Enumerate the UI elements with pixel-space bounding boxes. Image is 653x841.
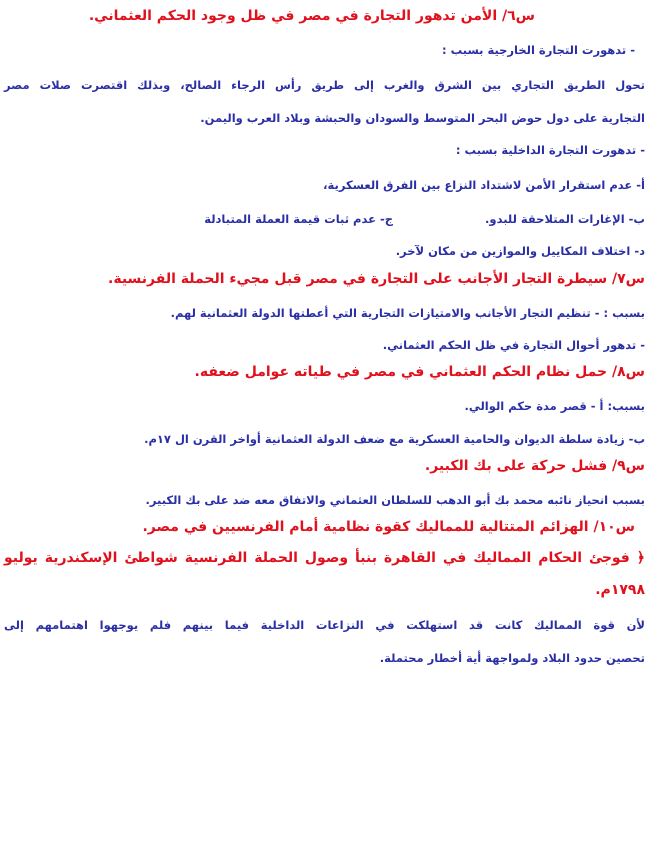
q6-external-trade-body-line-1: تحول الطريق التجاري بين الشرق والغرب إلى طريق رأس الرجاء الصالح، وبذلك اقتصرت صلات مصر	[4, 78, 645, 92]
q6-external-trade-body-line-2: التجارية على دول حوض البحر المتوسط والسودان والحبشة وبلاد العرب واليمن.	[200, 111, 645, 125]
question-8-title: س٨/ حمل نظام الحكم العثماني في مصر في طياته عوامل ضعفه.	[194, 364, 645, 380]
spacer	[393, 212, 485, 226]
question-7-title: س٧/ سيطرة التجار الأجانب على التجارة في مصر قبل مجيء الحملة الفرنسية.	[108, 271, 645, 287]
question-9-title: س٩/ فشل حركة على بك الكبير.	[424, 458, 645, 474]
question-10-title: س١٠/ الهزائم المتتالية للمماليك كقوة نظامية أمام الفرنسيين في مصر.	[142, 519, 635, 535]
q7-answer-line-1: بسبب : - تنظيم التجار الأجانب والامتيازات التجارية التي أعطتها الدولة العثمانية لهم.	[170, 306, 645, 320]
q6-external-trade-heading: - تدهورت التجارة الخارجية بسبب :	[441, 43, 635, 57]
q6-internal-reason-c: ج- عدم ثبات قيمة العملة المتبادلة	[204, 212, 394, 226]
q10-body-line-2: تحصين حدود البلاد ولمواجهة أية أخطار محتملة.	[379, 651, 645, 665]
q6-internal-reason-d: د- اختلاف المكاييل والموازين من مكان لآخر.	[395, 244, 645, 258]
q10-body-line-1: لأن قوة المماليك كانت قد استهلكت في النزاعات الداخلية فيما بينهم فلم يوجهوا اهتمامهم إلى	[4, 618, 645, 632]
q6-internal-reasons-b-c	[4, 212, 645, 226]
q7-answer-line-2: - تدهور أحوال التجارة في ظل الحكم العثماني.	[382, 338, 645, 352]
q8-answer-line-1: بسبب: أ - قصر مدة حكم الوالي.	[464, 399, 645, 413]
q6-internal-trade-heading: - تدهورت التجارة الداخلية بسبب :	[455, 143, 645, 157]
q10-highlight-line-2: ١٧٩٨م.	[595, 582, 645, 598]
question-6-title: س٦/ الأمن تدهور التجارة في مصر في ظل وجود الحكم العثماني.	[88, 8, 535, 24]
q8-answer-line-2: ب- زيادة سلطة الديوان والحامية العسكرية مع ضعف الدولة العثمانية أواخر القرن ال ١٧م.	[144, 432, 645, 446]
q6-internal-reason-a: أ- عدم استقرار الأمن لاشتداد النزاع بين الفرق العسكرية،	[323, 178, 645, 192]
q10-highlight-line-1: ﴿ فوجئ الحكام المماليك في القاهرة بنبأ وصول الحملة الفرنسية شواطئ الإسكندرية يوليو	[4, 550, 645, 566]
q6-internal-reason-b: ب- الإغارات المتلاحقة للبدو.	[485, 212, 645, 226]
q9-answer-line-1: بسبب انحياز نائبه محمد بك أبو الدهب للسلطان العثماني والاتفاق معه ضد على بك الكبير.	[145, 493, 645, 507]
